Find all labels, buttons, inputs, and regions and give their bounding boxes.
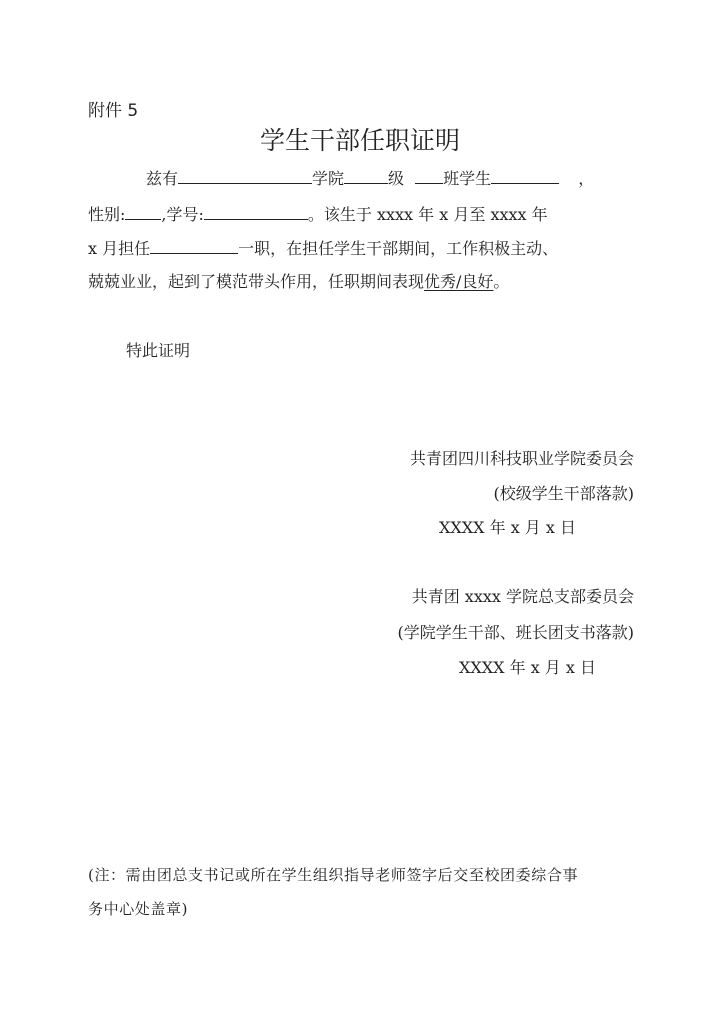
certify-text: 特此证明	[126, 341, 191, 360]
text-student-id: ,学号:	[161, 205, 204, 224]
blank-name	[178, 167, 312, 184]
body-line-2	[88, 203, 548, 226]
blank-grade	[415, 167, 443, 184]
text-class-student: 班学生	[443, 169, 492, 188]
text-exemplary: 兢兢业业，起到了模范带头作用，任职期间表现	[88, 272, 425, 291]
document-title: 学生干部任职证明	[259, 126, 460, 155]
sig1-org: 共青团四川科技职业学院委员会	[409, 449, 634, 468]
blank-gender	[125, 203, 161, 220]
text-month-served: x 月担任	[88, 239, 151, 258]
footnote-line-2: 务中心处盖章)	[88, 900, 189, 918]
footnote-line-1: (注：需由团总支书记或所在学生组织指导老师签字后交至校团委综合事	[88, 866, 579, 884]
text-term: 。该生于 xxxx 年 x 月至 xxxx 年	[307, 205, 548, 224]
body-line-1	[146, 167, 594, 190]
blank-college	[344, 167, 388, 184]
sig1-note: (校级学生干部落款)	[493, 484, 634, 503]
sig2-org: 共青团 xxxx 学院总支部委员会	[411, 587, 634, 606]
performance-rating: 优秀/良好	[424, 272, 494, 291]
blank-class	[491, 167, 559, 184]
body-line-3	[88, 237, 558, 260]
text-college: 学院	[312, 169, 345, 188]
blank-student-id	[204, 203, 308, 220]
text-zi-you: 兹有	[146, 169, 179, 188]
text-grade: 级	[388, 169, 410, 188]
text-duties: 一职，在担任学生干部期间，工作积极主动、	[238, 239, 559, 258]
attachment-label: 附件 5	[88, 101, 139, 121]
text-gender: 性别:	[88, 205, 126, 224]
sig2-note: (学院学生干部、班长团支书落款)	[397, 623, 634, 642]
text-period: 。	[493, 272, 510, 291]
sig1-date: XXXX 年 x 月 x 日	[438, 518, 576, 537]
text-comma: ，	[573, 169, 595, 188]
body-line-4	[88, 271, 509, 293]
blank-position	[150, 237, 238, 254]
sig2-date: XXXX 年 x 月 x 日	[458, 658, 596, 677]
